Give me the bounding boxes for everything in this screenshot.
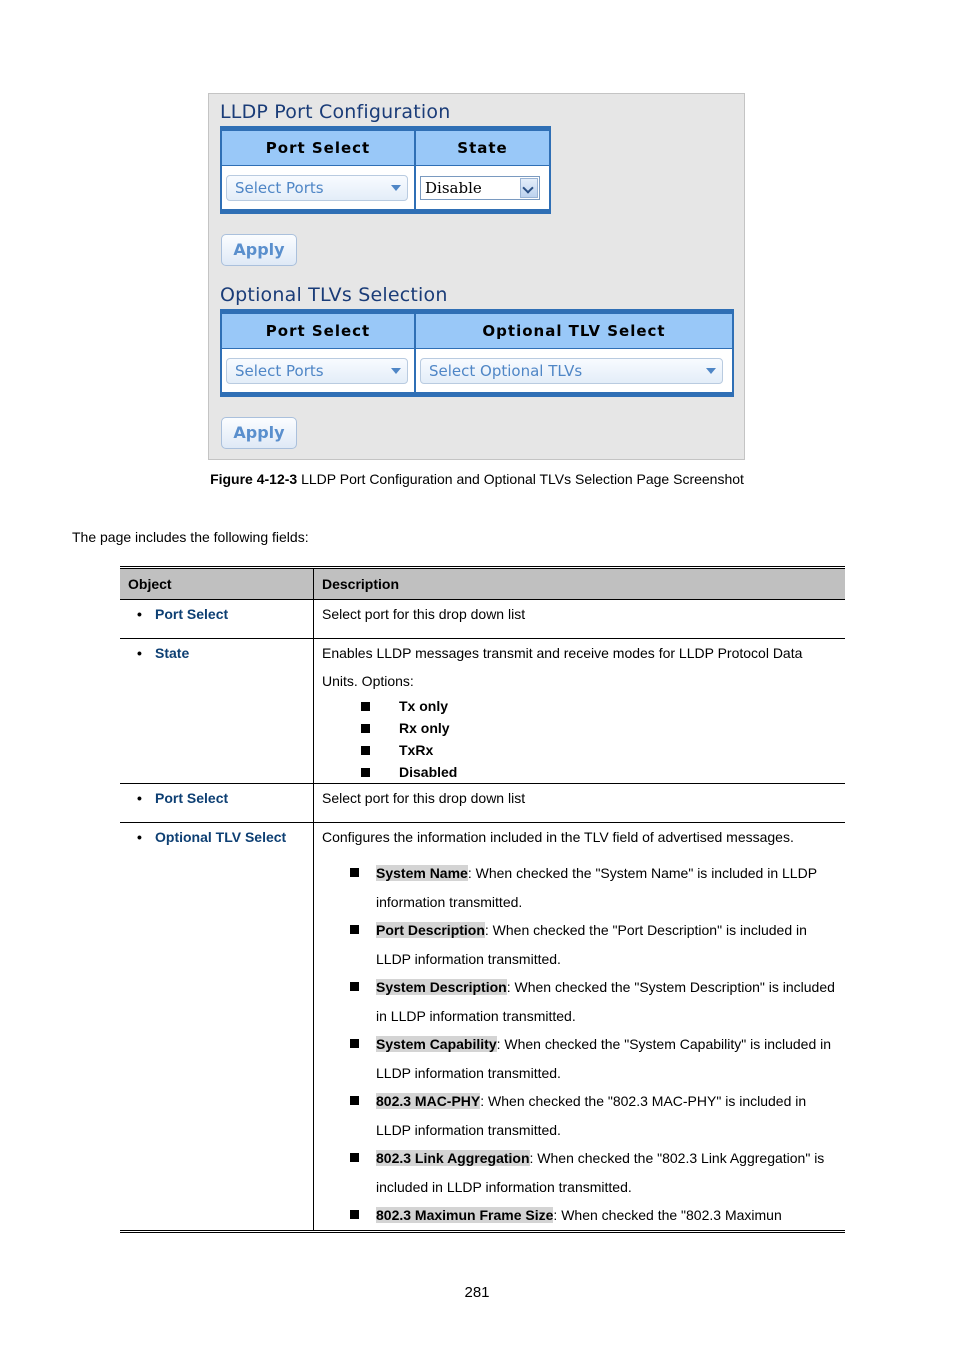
figure-caption-text: LLDP Port Configuration and Optional TLVs Selection Page Screenshot	[297, 471, 744, 487]
list-item: Disabled	[360, 761, 837, 783]
header-state: State	[415, 129, 550, 166]
tlv-text: : When checked the "802.3 Link Aggregation" is included in LLDP information transmitted.	[376, 1150, 825, 1195]
object-name: • Optional TLV Select	[128, 829, 286, 845]
port-select-dropdown-label: Select Ports	[235, 178, 324, 197]
optional-tlv-select-dropdown[interactable]	[420, 358, 723, 384]
lldp-config-table	[220, 126, 551, 214]
list-item	[348, 859, 837, 916]
header-port-select: Port Select	[221, 129, 415, 166]
table-row	[120, 600, 845, 639]
tlv-name: Port Description	[376, 922, 485, 938]
optional-tlvs-table	[220, 309, 734, 397]
list-item	[348, 1087, 837, 1144]
header-description: Description	[314, 568, 846, 600]
tlv-name: System Name	[376, 865, 468, 881]
object-description: Select port for this drop down list	[322, 606, 526, 622]
chevron-down-icon	[391, 368, 401, 374]
list-item: Rx only	[360, 717, 837, 739]
header-object: Object	[120, 568, 314, 600]
object-description: Enables LLDP messages transmit and receive modes for LLDP Protocol Data Units. Options:	[322, 645, 803, 689]
tlv-name: 802.3 Link Aggregation	[376, 1150, 530, 1166]
list-item	[348, 1030, 837, 1087]
tlv-text: : When checked the "System Capability" is included in LLDP information transmitted.	[376, 1036, 832, 1081]
state-select[interactable]	[420, 176, 540, 200]
tlv-text: : When checked the "System Description" is included in LLDP information transmitted.	[376, 979, 835, 1024]
tlv-text: : When checked the "802.3 Maximun	[553, 1207, 782, 1223]
page-number: 281	[464, 1284, 490, 1301]
chevron-down-icon	[520, 178, 538, 198]
lldp-config-title: LLDP Port Configuration	[220, 101, 451, 123]
list-item	[348, 1144, 837, 1201]
tlv-list	[322, 859, 837, 1230]
tlv-port-select-dropdown[interactable]	[226, 358, 408, 384]
figure-caption	[0, 471, 954, 487]
header-optional-tlv-select: Optional TLV Select	[415, 312, 733, 349]
object-name: • State	[128, 645, 189, 661]
apply-button[interactable]: Apply	[221, 417, 297, 449]
table-row	[120, 823, 845, 1232]
fields-table	[120, 566, 845, 1233]
tlv-text: : When checked the "802.3 MAC-PHY" is included in LLDP information transmitted.	[376, 1093, 807, 1138]
tlv-text: : When checked the "Port Description" is included in LLDP information transmitted.	[376, 922, 807, 967]
tlv-name: System Capability	[376, 1036, 497, 1052]
figure-label: Figure 4-12-3	[210, 471, 298, 487]
object-name: • Port Select	[128, 790, 228, 806]
state-select-value: Disable	[425, 178, 482, 197]
tlv-text: : When checked the "System Name" is included in LLDP information transmitted.	[376, 865, 817, 910]
apply-button[interactable]: Apply	[221, 234, 297, 266]
tlv-name: 802.3 Maximun Frame Size	[376, 1207, 554, 1223]
chevron-down-icon	[391, 185, 401, 191]
object-description: Configures the information included in the TLV field of advertised messages.	[322, 829, 794, 845]
options-list	[322, 695, 837, 783]
screenshot-panel	[208, 93, 745, 460]
table-row	[120, 639, 845, 784]
object-name: • Port Select	[128, 606, 228, 622]
list-item	[348, 973, 837, 1030]
tlv-name: 802.3 MAC-PHY	[376, 1093, 481, 1109]
list-item	[348, 1201, 837, 1230]
optional-tlv-select-dropdown-label: Select Optional TLVs	[429, 361, 583, 380]
chevron-down-icon	[706, 368, 716, 374]
tlv-port-select-dropdown-label: Select Ports	[235, 361, 324, 380]
header-port-select: Port Select	[221, 312, 415, 349]
table-row	[120, 784, 845, 823]
list-item: TxRx	[360, 739, 837, 761]
intro-text: The page includes the following fields:	[72, 529, 309, 545]
optional-tlvs-title: Optional TLVs Selection	[220, 284, 448, 306]
list-item	[348, 916, 837, 973]
port-select-dropdown[interactable]	[226, 175, 408, 201]
list-item: Tx only	[360, 695, 837, 717]
tlv-name: System Description	[376, 979, 507, 995]
object-description: Select port for this drop down list	[322, 790, 526, 806]
